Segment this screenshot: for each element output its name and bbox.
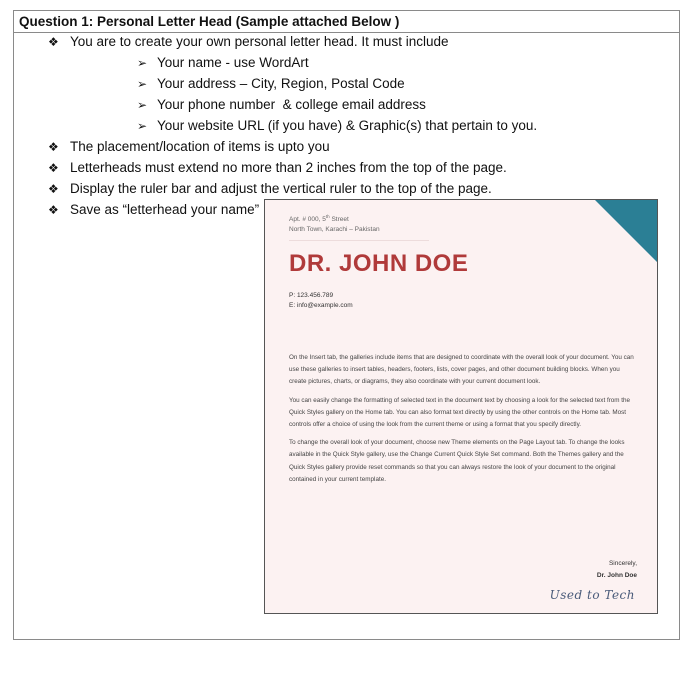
- diamond-bullet-icon: ❖: [48, 203, 59, 217]
- sub-bullet-text: Your website URL (if you have) & Graphic(s) that pertain to you.: [157, 118, 538, 133]
- bullet-text: Letterheads must extend no more than 2 inches from the top of the page.: [70, 160, 507, 175]
- arrow-bullet-icon: ➢: [137, 98, 148, 112]
- sub-bullet-item: [137, 117, 537, 135]
- corner-triangle-graphic: [595, 200, 657, 262]
- bullet-text: Display the ruler bar and adjust the vertical ruler to the top of the page.: [70, 181, 492, 196]
- arrow-bullet-icon: ➢: [137, 77, 148, 91]
- sub-bullet-item: [137, 75, 405, 93]
- sub-bullet-item: [137, 54, 309, 72]
- address-divider: [289, 240, 429, 241]
- sample-letterhead: [264, 199, 658, 614]
- sample-address: [289, 212, 380, 235]
- arrow-bullet-icon: ➢: [137, 119, 148, 133]
- bullet-item: [48, 33, 448, 51]
- bullet-item: [48, 138, 330, 156]
- bullet-text: Save as “letterhead your name”: [70, 202, 260, 217]
- body-paragraph: To change the overall look of your document, choose new Theme elements on the Page Layout tab. To change the looks available in the Quick Style gallery, use the Change Current Quick Style Set command. Both the Themes gallery and the Quick Styles gallery provide reset commands so that you can always restore the look of your document to the original contained in your current template.: [289, 439, 625, 483]
- arrow-bullet-icon: ➢: [137, 56, 148, 70]
- sub-bullet-text: Your phone number & college email address: [157, 97, 426, 112]
- bullet-item: [48, 201, 259, 219]
- diamond-bullet-icon: ❖: [48, 182, 59, 196]
- sub-bullet-item: [137, 96, 426, 114]
- bullet-item: [48, 180, 492, 198]
- sample-email: E: info@example.com: [289, 302, 353, 309]
- address-line-1: Apt. # 000, 5th Street: [289, 214, 349, 224]
- diamond-bullet-icon: ❖: [48, 35, 59, 49]
- bullet-item: [48, 159, 507, 177]
- closing-text: Sincerely,: [608, 560, 637, 567]
- bullet-text: The placement/location of items is upto you: [70, 139, 330, 154]
- bullet-text: You are to create your own personal letter head. It must include: [70, 34, 449, 49]
- sample-name: DR. JOHN DOE: [289, 250, 469, 277]
- question-title: Question 1: Personal Letter Head (Sample attached Below ): [14, 11, 679, 33]
- sample-contact: [289, 291, 353, 311]
- sample-closing: [597, 558, 637, 582]
- sample-body: [289, 352, 635, 492]
- sub-bullet-text: Your name - use WordArt: [157, 55, 309, 70]
- address-line-2: North Town, Karachi – Pakistan: [289, 226, 380, 234]
- signature-watermark: Used to Tech: [549, 588, 635, 602]
- closing-name: Dr. John Doe: [596, 572, 637, 579]
- sample-phone: P: 123.456.789: [289, 292, 334, 299]
- sub-bullet-text: Your address – City, Region, Postal Code: [157, 76, 405, 91]
- diamond-bullet-icon: ❖: [48, 140, 59, 154]
- body-paragraph: You can easily change the formatting of selected text in the document text by choosing a look for the selected text from the Quick Styles gallery on the Home tab. You can also format text directly by using the other controls on the Home tab. Most controls offer a choice of using the look from the current theme or using a format that you specify directly.: [289, 396, 631, 429]
- body-paragraph: On the Insert tab, the galleries include items that are designed to coordinate with the overall look of your document. You can use these galleries to insert tables, headers, footers, lists, cover pages, and other document building blocks. When you create pictures, charts, or diagrams, they also coordinate with your current document look.: [289, 354, 634, 386]
- diamond-bullet-icon: ❖: [48, 161, 59, 175]
